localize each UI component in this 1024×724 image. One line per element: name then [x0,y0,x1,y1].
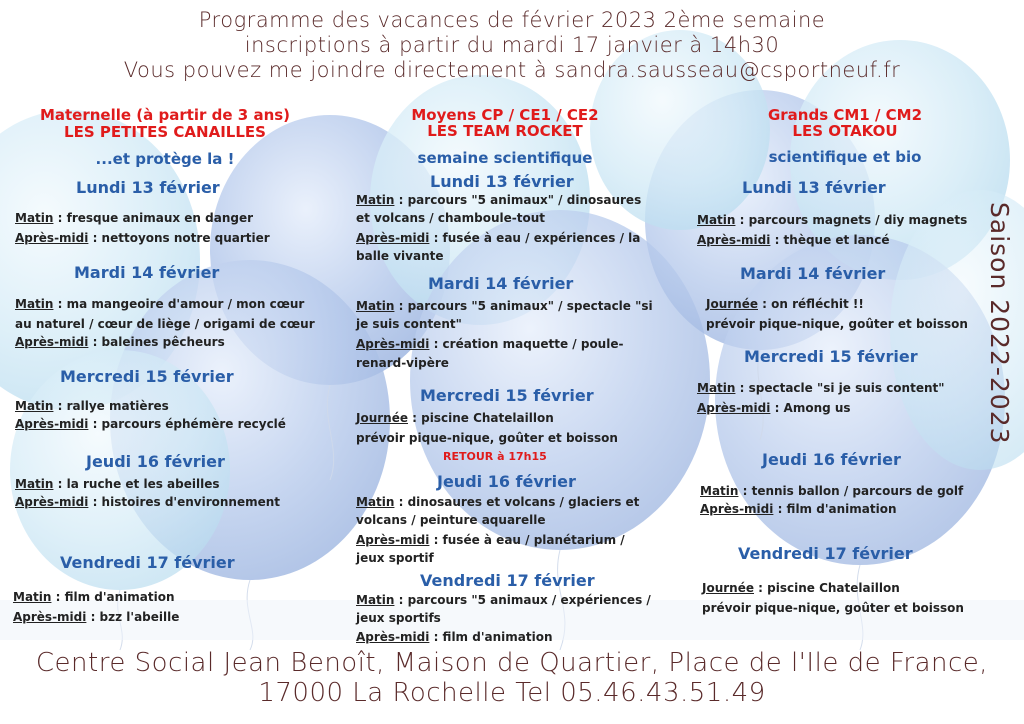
col1-group: LES PETITES CANAILLES [64,123,266,141]
col2-jeudi-apresmidi: Après-midi : fusée à eau / planétarium / [356,533,625,547]
col3-lundi-apresmidi: Après-midi : thèque et lancé [697,233,890,247]
col1-mercredi-matin: Matin : rallye matières [15,399,169,413]
header-contact: Vous pouvez me joindre directement à sandra.sausseau@csportneuf.fr [123,58,901,82]
col2-mardi-apresmidi: Après-midi : création maquette / poule- [356,337,624,351]
col1-day-vendredi: Vendredi 17 février [60,553,235,572]
col2-mercredi-journee-cont: prévoir pique-nique, goûter et boisson [356,431,618,445]
col3-mardi-journee-cont: prévoir pique-nique, goûter et boisson [706,317,968,331]
footer-phone: 17000 La Rochelle Tel 05.46.43.51.49 [258,678,766,708]
col1-day-mardi: Mardi 14 février [74,263,220,282]
col2-day-vendredi: Vendredi 17 février [420,571,595,590]
col1-mardi-apresmidi: Après-midi : baleines pêcheurs [15,335,225,349]
col1-jeudi-matin: Matin : la ruche et les abeilles [15,477,220,491]
col1-day-mercredi: Mercredi 15 février [60,367,234,386]
col3-vendredi-journee: Journée : piscine Chatelaillon [702,581,900,595]
col2-mardi-matin: Matin : parcours "5 animaux" / spectacle "si [356,299,653,313]
col3-mardi-journee: Journée : on réfléchit !! [706,297,864,311]
col3-mercredi-apresmidi: Après-midi : Among us [697,401,851,415]
col1-day-lundi: Lundi 13 février [76,178,220,197]
col2-vendredi-matin: Matin : parcours "5 animaux / expériences / [356,593,651,607]
col3-title: Grands CM1 / CM2 [767,106,923,124]
col2-group: LES TEAM ROCKET [427,122,583,140]
col2-lundi-apresmidi-cont: balle vivante [356,249,444,263]
col1-vendredi-apresmidi: Après-midi : bzz l'abeille [13,610,180,624]
col3-day-lundi: Lundi 13 février [742,178,886,197]
col2-day-lundi: Lundi 13 février [430,172,574,191]
col3-mercredi-matin: Matin : spectacle "si je suis content" [697,381,945,395]
col2-lundi-apresmidi: Après-midi : fusée à eau / expériences / la [356,231,641,245]
col2-vendredi-apresmidi: Après-midi : film d'animation [356,630,553,644]
col1-theme: ...et protège la ! [95,150,235,168]
col2-day-mercredi: Mercredi 15 février [420,386,594,405]
col3-theme: scientifique et bio [768,148,922,166]
col3-jeudi-apresmidi: Après-midi : film d'animation [700,502,897,516]
col2-jeudi-matin-cont: volcans / peinture aquarelle [356,513,546,527]
col2-mardi-matin-cont: je suis content" [356,317,462,331]
col2-theme: semaine scientifique [417,149,593,167]
col3-day-mercredi: Mercredi 15 février [744,347,918,366]
col2-day-jeudi: Jeudi 16 février [437,472,576,491]
col3-day-vendredi: Vendredi 17 février [738,544,913,563]
col1-vendredi-matin: Matin : film d'animation [13,590,175,604]
col1-mardi-matin-cont: au naturel / cœur de liège / origami de cœur [15,317,315,331]
col3-day-mardi: Mardi 14 février [740,264,886,283]
season-label: Saison 2022-2023 [985,202,1014,445]
col2-day-mardi: Mardi 14 février [428,274,574,293]
col2-title: Moyens CP / CE1 / CE2 [411,106,599,124]
col3-vendredi-journee-cont: prévoir pique-nique, goûter et boisson [702,601,964,615]
col1-day-jeudi: Jeudi 16 février [86,452,225,471]
col1-mercredi-apresmidi: Après-midi : parcours éphémère recyclé [15,417,286,431]
col3-day-jeudi: Jeudi 16 février [762,450,901,469]
col3-lundi-matin: Matin : parcours magnets / diy magnets [697,213,968,227]
col2-mercredi-retour: RETOUR à 17h15 [443,450,547,463]
col1-mardi-matin: Matin : ma mangeoire d'amour / mon cœur [15,297,305,311]
col3-group: LES OTAKOU [792,122,898,140]
col2-jeudi-matin: Matin : dinosaures et volcans / glaciers et [356,495,640,509]
col1-jeudi-apresmidi: Après-midi : histoires d'environnement [15,495,281,509]
col2-vendredi-matin-cont: jeux sportifs [356,611,441,625]
col2-jeudi-apresmidi-cont: jeux sportif [356,551,434,565]
col2-lundi-matin: Matin : parcours "5 animaux" / dinosaures [356,193,642,207]
header-registration: inscriptions à partir du mardi 17 janvier à 14h30 [244,33,780,57]
col2-lundi-matin-cont: et volcans / chamboule-tout [356,211,545,225]
col1-lundi-matin: Matin : fresque animaux en danger [15,211,254,225]
col2-mardi-apresmidi-cont: renard-vipère [356,356,449,370]
col3-jeudi-matin: Matin : tennis ballon / parcours de golf [700,484,964,498]
col2-mercredi-journee: Journée : piscine Chatelaillon [356,411,554,425]
col1-lundi-apresmidi: Après-midi : nettoyons notre quartier [15,231,270,245]
header-title: Programme des vacances de février 2023 2ème semaine [198,8,826,32]
col1-title: Maternelle (à partir de 3 ans) [39,106,291,124]
footer-address: Centre Social Jean Benoît, Maison de Quartier, Place de l'Ile de France, [35,648,989,678]
